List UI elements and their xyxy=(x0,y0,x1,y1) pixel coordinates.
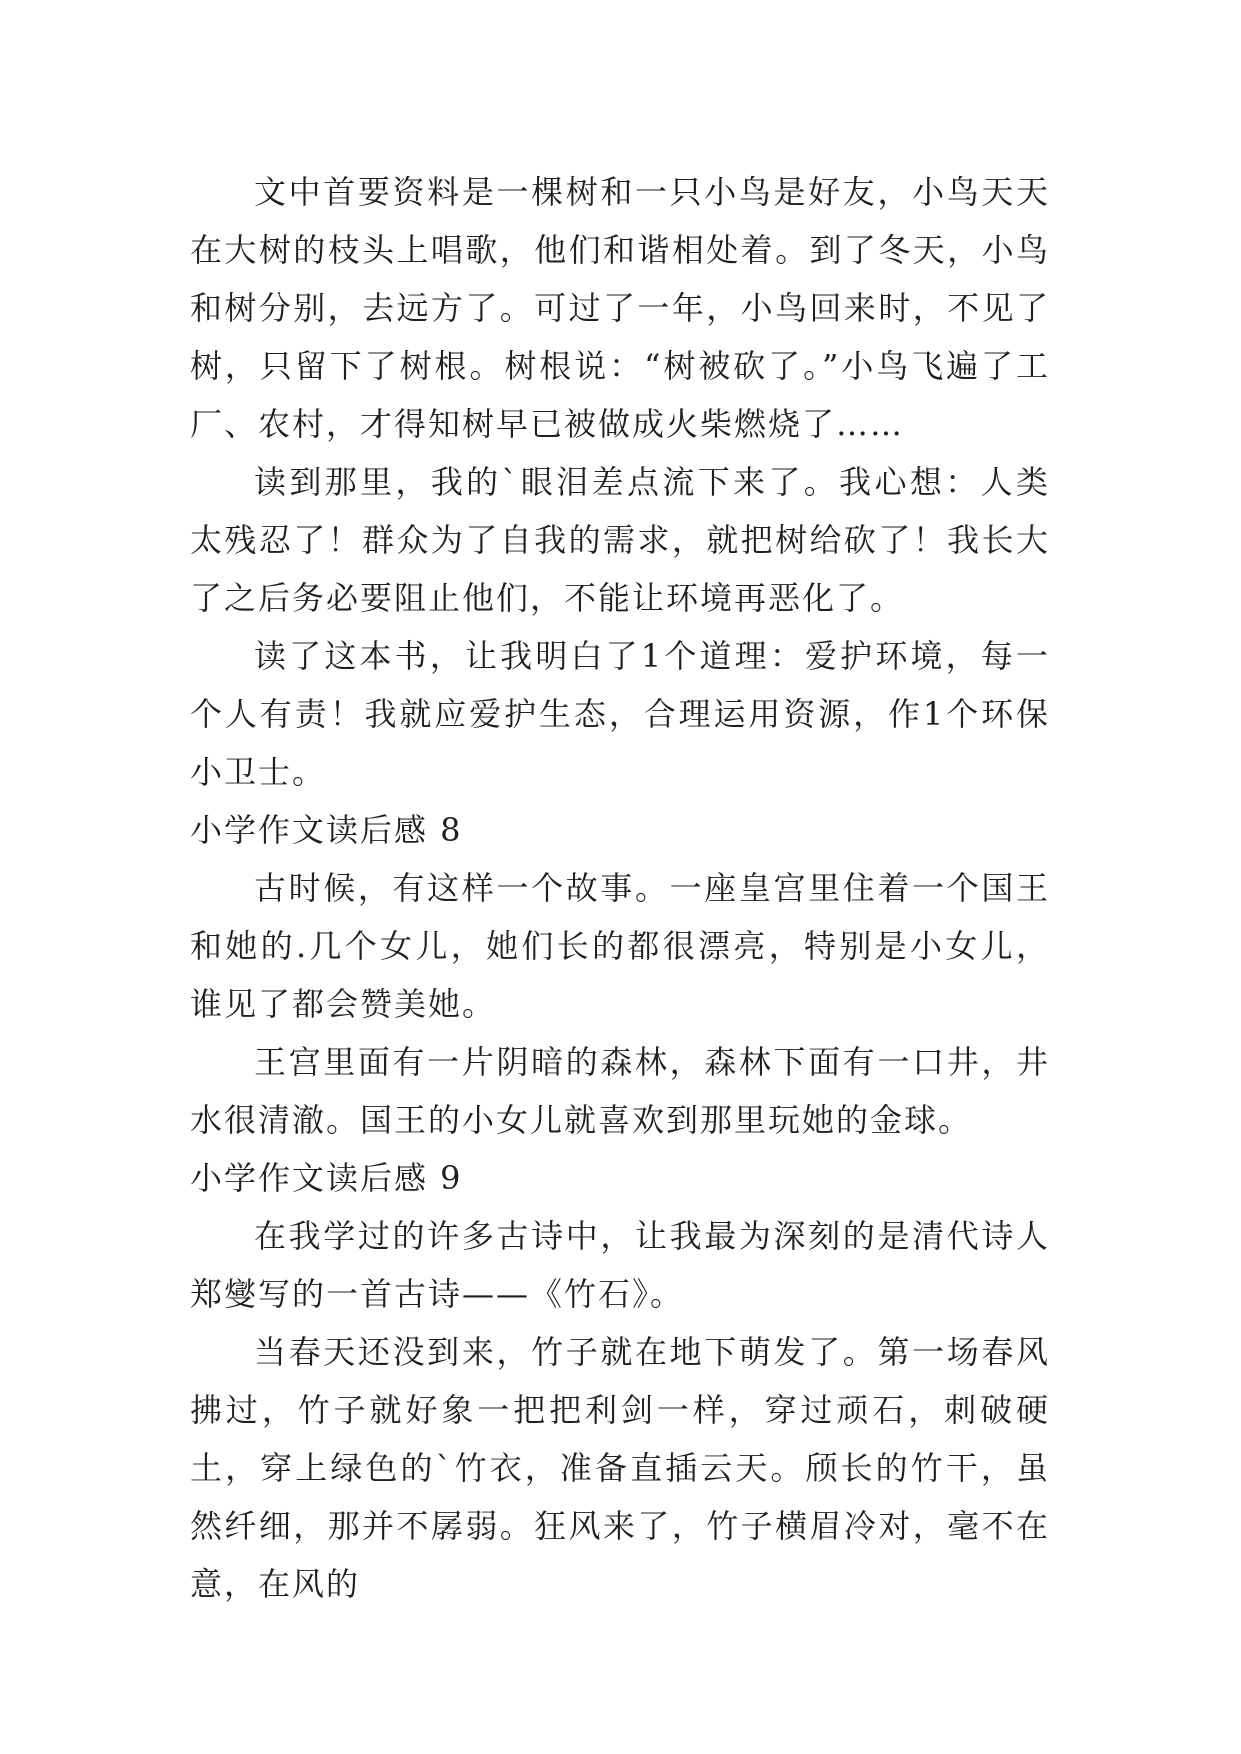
paragraph-6: 在我学过的许多古诗中，让我最为深刻的是清代诗人郑燮写的一首古诗——《竹石》。 xyxy=(190,1217,1050,1313)
paragraph-7: 当春天还没到来，竹子就在地下萌发了。第一场春风拂过，竹子就好象一把把利剑一样，穿过顽石，刺破硬土，穿上绿色的`竹衣，准备直插云天。颀长的竹干，虽然纤细，那并不孱弱。狂风来了，竹子横眉冷对，毫不在意，在风的 xyxy=(190,1333,1050,1603)
paragraph-4: 古时候，有这样一个故事。一座皇宫里住着一个国王和她的.几个女儿，她们长的都很漂亮，特别是小女儿，谁见了都会赞美她。 xyxy=(190,869,1050,1023)
paragraph-1: 文中首要资料是一棵树和一只小鸟是好友，小鸟天天在大树的枝头上唱歌，他们和谐相处着。到了冬天，小鸟和树分别，去远方了。可过了一年，小鸟回来时，不见了树，只留下了树根。树根说：“树被砍了。”小鸟飞遍了工厂、农村，才得知树早已被做成火柴燃烧了…… xyxy=(190,173,1050,443)
section-heading-9: 小学作文读后感 9 xyxy=(190,1159,463,1197)
paragraph-5: 王宫里面有一片阴暗的森林，森林下面有一口井，井水很清澈。国王的小女儿就喜欢到那里玩她的金球。 xyxy=(190,1043,1050,1139)
paragraph-2: 读到那里，我的`眼泪差点流下来了。我心想：人类太残忍了！群众为了自我的需求，就把树给砍了！我长大了之后务必要阻止他们，不能让环境再恶化了。 xyxy=(190,463,1050,617)
paragraph-3: 读了这本书，让我明白了1个道理：爱护环境，每一个人有责！我就应爱护生态，合理运用资源，作1个环保小卫士。 xyxy=(190,637,1050,791)
document-body xyxy=(190,163,1050,1613)
section-heading-8: 小学作文读后感 8 xyxy=(190,811,463,849)
